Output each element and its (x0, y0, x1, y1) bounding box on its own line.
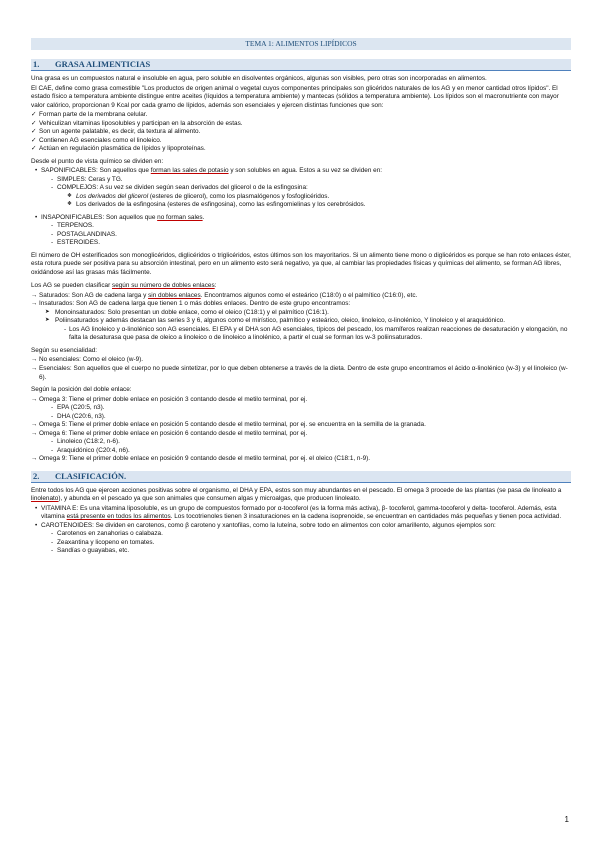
underlined-text: no forman sales (157, 213, 203, 221)
paragraph: Una grasa es un compuestos natural e insoluble en agua, pero soluble en disolventes orgánicos, algunas son visibles, pero otras son incorporadas en alimentos. (31, 75, 487, 82)
check-item: ✓ Contienen AG esenciales como el linoleico. (31, 137, 571, 146)
dash-item: - EPA (C20:5, n3). (31, 404, 571, 413)
dash-item: - Zeaxantina y licopeno en tomates. (31, 539, 571, 548)
section-title: GRASA ALIMENTICIAS (55, 59, 151, 69)
text: : (214, 282, 217, 290)
section-rule (31, 482, 571, 483)
paragraph: Según su esencialidad: (31, 346, 98, 354)
bullet-item (31, 505, 571, 522)
dash-item: - POSTAGLANDINAS. (31, 231, 571, 240)
paragraph (31, 282, 571, 291)
arrow-item (31, 292, 571, 301)
dash-item: - TERPENOS. (31, 222, 571, 231)
arrow-item: → Omega 9: Tiene el primer doble enlace en posición 9 contando desde el metilo terminal, por ej. el oleico (C18:1, n-9). (31, 455, 571, 464)
arrow-item: → Omega 6: Tiene el primer doble enlace en posición 6 contando desde el metilo terminal, por ej. (31, 430, 571, 439)
paragraph: El CAE, define como grasa comestible "Los productos de origen animal o vegetal cuyos componentes principales son glicéridos naturales de los AG y en menor cantidad otros lípidos". El estado físico a temperatura ambiente distingue entre aceites (líquidos a temperatura ambiente) y mantecas (sólidos a temperatura ambiente). Los lípidos son el macronutriente con mayor valor calórico, proporcionan 9 Kcal por cada gramo de lípidos, además son esenciales y ejercen distintas funciones que son: (31, 84, 559, 109)
dash-item: - Sandías o guayabas, etc. (31, 547, 571, 556)
diamond-item (31, 193, 571, 202)
text: VITAMINA E: Es una vitamina liposoluble, es un grupo de compuestos formado por α-tocoferol (es la forma más activa), β- tocoferol, gamma-tocoferol y delta- tocoferol. Además, esta vitamina (41, 504, 557, 521)
text: y son solubles en agua. Estos a su vez se dividen en: (228, 167, 383, 175)
text: . (202, 213, 205, 221)
dash-item: - COMPLEJOS: A su vez se dividen según sean derivados del glicerol o de la esfingosina: (31, 184, 571, 193)
paragraph: Desde el punto de vista químico se dividen en: (31, 157, 164, 165)
section-heading-1 (31, 59, 571, 70)
paragraph (31, 487, 571, 504)
arrow-item: → No esenciales: Como el oleico (w-9). (31, 356, 571, 365)
underlined-text: forman las sales de potasio (150, 167, 229, 175)
triangle-item: ➤ Monoinsaturados: Solo presentan un doble enlace, como el oleico (C18:1) y el palmítico (C16:1). (31, 309, 571, 318)
section-heading-2 (31, 471, 571, 482)
paragraph: Según la posición del doble enlace: (31, 386, 132, 394)
text: Los AG se pueden clasificar (31, 282, 112, 290)
dash-item: - Linoleico (C18:2, n-6). (31, 438, 571, 447)
page-number: 1 (564, 815, 569, 825)
check-item: ✓ Forman parte de la membrana celular. (31, 111, 571, 120)
triangle-item: ➤ Poliinsaturados y además destacan las series 3 y 6, algunos como el mirístico, palmítico y esteárico, oleico, linoleico, α-linolénico, Y linoleico y el araquidónico. (31, 317, 571, 326)
underlined-text: está presente en todos los alimentos (66, 513, 171, 521)
underlined-text: según su número de dobles enlaces (112, 282, 215, 290)
section-rule (31, 70, 571, 71)
bullet-item (31, 167, 571, 176)
arrow-item: → Esenciales: Son aquellos que el cuerpo no puede sintetizar, por lo que deben obtenerse a través de la dieta. Dentro de este grupo encontramos el ácido α-linolénico (w-3) y el linoleico (w-6). (31, 365, 571, 382)
italic-text: Los derivados del glicerol (76, 192, 149, 200)
text: . Encontramos algunos como el esteárico (C18:0) o el palmítico (C16:0), etc. (200, 291, 418, 299)
dash-item: - DHA (C20:6, n3). (31, 413, 571, 422)
bullet-item (31, 214, 571, 223)
section-number: 1. (33, 59, 40, 69)
underlined-text: linolenato (31, 495, 59, 503)
dash-item: - Los AG linoleico y α-linolénico son AG esenciales. El EPA y el DHA son AG esenciales, típicos del pescado, los mamíferos realizan reacciones de desaturación y elongación, no falta la desaturasa que pasa de oleico a linoleico o de linoleico a linolénico, a partir el cual se forman los w-3 poliinsaturados. (31, 326, 571, 343)
check-item: ✓ Actúan en regulación plasmática de lípidos y lipoproteínas. (31, 145, 571, 154)
arrow-item: → Omega 5: Tiene el primer doble enlace en posición 5 contando desde el metilo terminal, por ej. se encuentra en la semilla de la granada. (31, 421, 571, 430)
text: INSAPONIFICABLES: Son aquellos que (41, 213, 158, 221)
text: Saturados: Son AG de cadena larga y (39, 291, 149, 299)
dash-item: - SIMPLES: Ceras y TG. (31, 176, 571, 185)
dash-item: - ESTEROIDES. (31, 239, 571, 248)
text: (esteres de glicerol), como los plasmalógenos y fosfoglicéridos. (148, 192, 330, 200)
document-page (31, 38, 571, 556)
section-number: 2. (33, 470, 40, 481)
text: Entre todos los AG que ejercen acciones positivas sobre el organismo, el DHA y EPA, estos son muy abundantes en el pescado. El omega 3 procede de las plantas (se pasa de linoleato a (31, 486, 562, 494)
arrow-item: → Omega 3: Tiene el primer doble enlace en posición 3 contando desde el metilo terminal, por ej. (31, 396, 571, 405)
underlined-text: sin dobles enlaces (148, 291, 201, 299)
diamond-item: ❖ Los derivados de la esfingosina (esteres de esfingosina), como las esfingomielinas y los cerebrósidos. (31, 201, 571, 210)
text: SAPONIFICABLES: Son aquellos que (41, 167, 151, 175)
text: . Los tocotrienoles tienen 3 insaturaciones en la cadena isoprenoide, se encuentran en cantidades más pequeñas y tienen poca actividad. (170, 513, 562, 521)
check-item: ✓ Son un agente palatable, es decir, da textura al alimento. (31, 128, 571, 137)
text: ), y abunda en el pescado ya que son animales que consumen algas y microalgas, que producen linoleato. (58, 495, 361, 503)
dash-item: - Araquidónico (C20:4, n6). (31, 447, 571, 456)
check-item: ✓ Vehiculizan vitaminas liposolubles y participan en la absorción de estas. (31, 120, 571, 129)
document-title: TEMA 1: ALIMENTOS LIPÍDICOS (31, 38, 571, 50)
dash-item: - Carotenos en zanahorias o calabaza. (31, 530, 571, 539)
section-title: CLASIFICACIÓN. (55, 470, 127, 481)
paragraph: El número de OH esterificados son monoglicéridos, diglicéridos o triglicéridos, estos últimos son los mayoritarios. Si un alimento tiene mono o diglicéridos es porque se han roto enlaces éster, esta rotura puede ser positiva para su absorción intestinal, pero en un alimento esto será negativo, ya que, al cambiar las propiedades físicas y químicas del alimento, se forman AG libres, oxidándose así las grasas más fácilmente. (31, 251, 571, 276)
bullet-item: • CAROTENOIDES: Se dividen en carotenos, como β caroteno y xantofilas, como la luteína, sobre todo en alimentos con color amarillento, algunos ejemplos son: (31, 522, 571, 531)
arrow-item: → Insaturados: Son AG de cadena larga que tienen 1 o más dobles enlaces. Dentro de este grupo encontramos: (31, 300, 571, 309)
